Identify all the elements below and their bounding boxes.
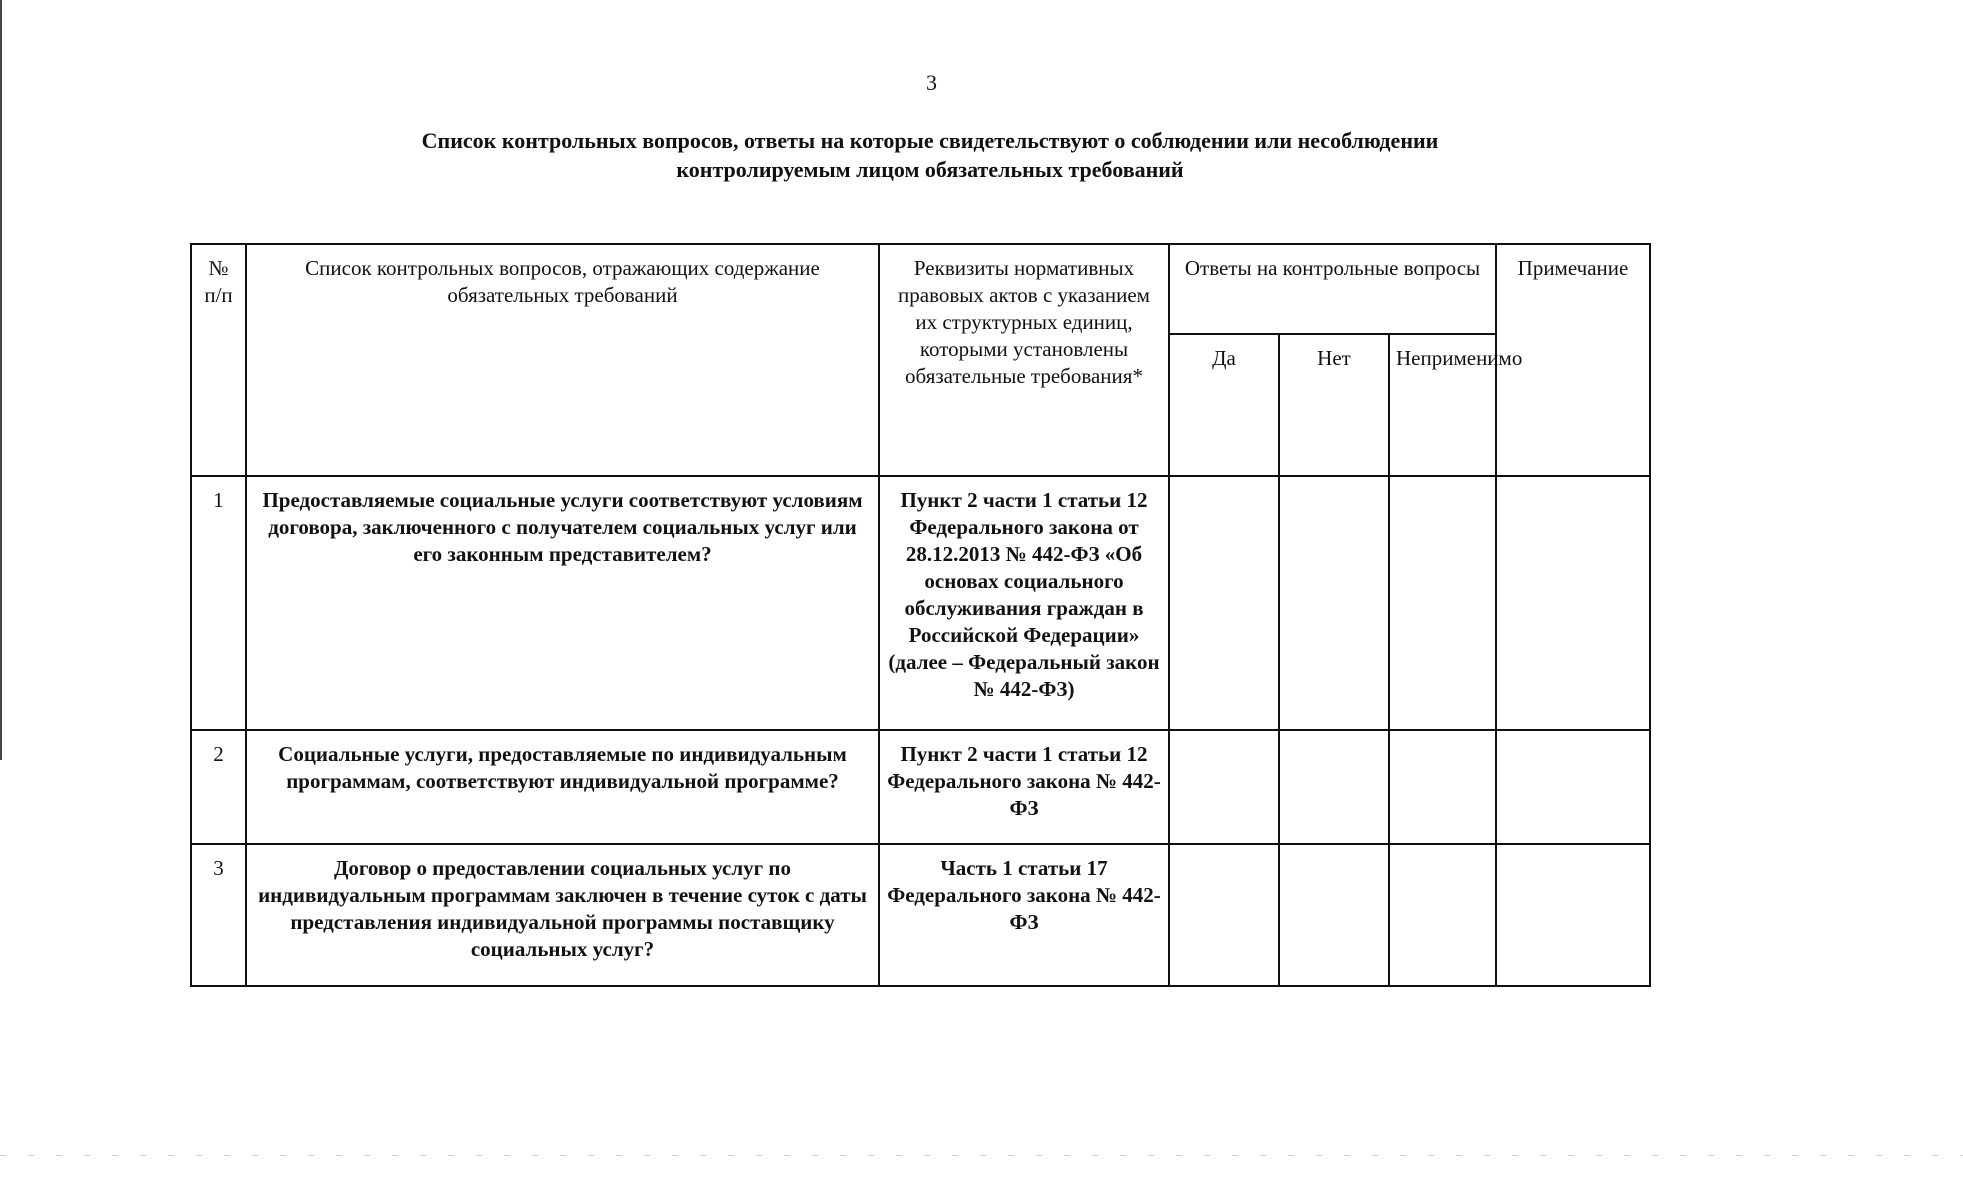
- header-not-applicable: Неприменимо: [1389, 334, 1496, 476]
- answer-na-cell[interactable]: [1389, 476, 1496, 730]
- note-cell[interactable]: [1496, 476, 1650, 730]
- scan-edge: [0, 0, 2, 760]
- header-questions: Список контрольных вопросов, отражающих содержание обязательных требований: [246, 244, 879, 476]
- answer-no-cell[interactable]: [1279, 844, 1389, 986]
- answer-no-cell[interactable]: [1279, 730, 1389, 844]
- row-num: 2: [191, 730, 246, 844]
- row-num: 3: [191, 844, 246, 986]
- table-row: [191, 844, 1650, 986]
- row-num: 1: [191, 476, 246, 730]
- header-requisites: Реквизиты нормативных правовых актов с указанием их структурных единиц, которыми установлены обязательные требования*: [879, 244, 1169, 476]
- row-requisite: Пункт 2 части 1 статьи 12 Федерального закона № 442-ФЗ: [879, 730, 1169, 844]
- scan-artifact-line: [0, 1155, 1963, 1156]
- row-requisite: Часть 1 статьи 17 Федерального закона № 442-ФЗ: [879, 844, 1169, 986]
- row-question: Социальные услуги, предоставляемые по индивидуальным программам, соответствуют индивидуальной программе?: [246, 730, 879, 844]
- answer-na-cell[interactable]: [1389, 730, 1496, 844]
- answer-no-cell[interactable]: [1279, 476, 1389, 730]
- answer-na-cell[interactable]: [1389, 844, 1496, 986]
- table-row: [191, 730, 1650, 844]
- note-cell[interactable]: [1496, 844, 1650, 986]
- document-title-line-1: Список контрольных вопросов, ответы на которые свидетельствуют о соблюдении или несоблюдении: [421, 128, 1439, 153]
- row-question: Договор о предоставлении социальных услуг по индивидуальным программам заключен в течение суток с даты представления индивидуальной программы поставщику социальных услуг?: [246, 844, 879, 986]
- checklist-table: [190, 243, 1651, 987]
- table-row: [191, 476, 1650, 730]
- document-title: [300, 126, 1560, 184]
- header-no: Нет: [1279, 334, 1389, 476]
- table-header-row: [191, 244, 1650, 334]
- note-cell[interactable]: [1496, 730, 1650, 844]
- header-yes: Да: [1169, 334, 1279, 476]
- row-requisite: Пункт 2 части 1 статьи 12 Федерального закона от 28.12.2013 № 442-ФЗ «Об основах социального обслуживания граждан в Российской Федерации» (далее – Федеральный закон № 442-ФЗ): [879, 476, 1169, 730]
- answer-yes-cell[interactable]: [1169, 476, 1279, 730]
- header-num: № п/п: [191, 244, 246, 476]
- answer-yes-cell[interactable]: [1169, 730, 1279, 844]
- header-note: Примечание: [1496, 244, 1650, 476]
- row-question: Предоставляемые социальные услуги соответствуют условиям договора, заключенного с получателем социальных услуг или его законным представителем?: [246, 476, 879, 730]
- answer-yes-cell[interactable]: [1169, 844, 1279, 986]
- header-answers: Ответы на контрольные вопросы: [1169, 244, 1496, 334]
- page-number: 3: [926, 70, 937, 95]
- document-title-line-2: контролируемым лицом обязательных требований: [676, 157, 1184, 182]
